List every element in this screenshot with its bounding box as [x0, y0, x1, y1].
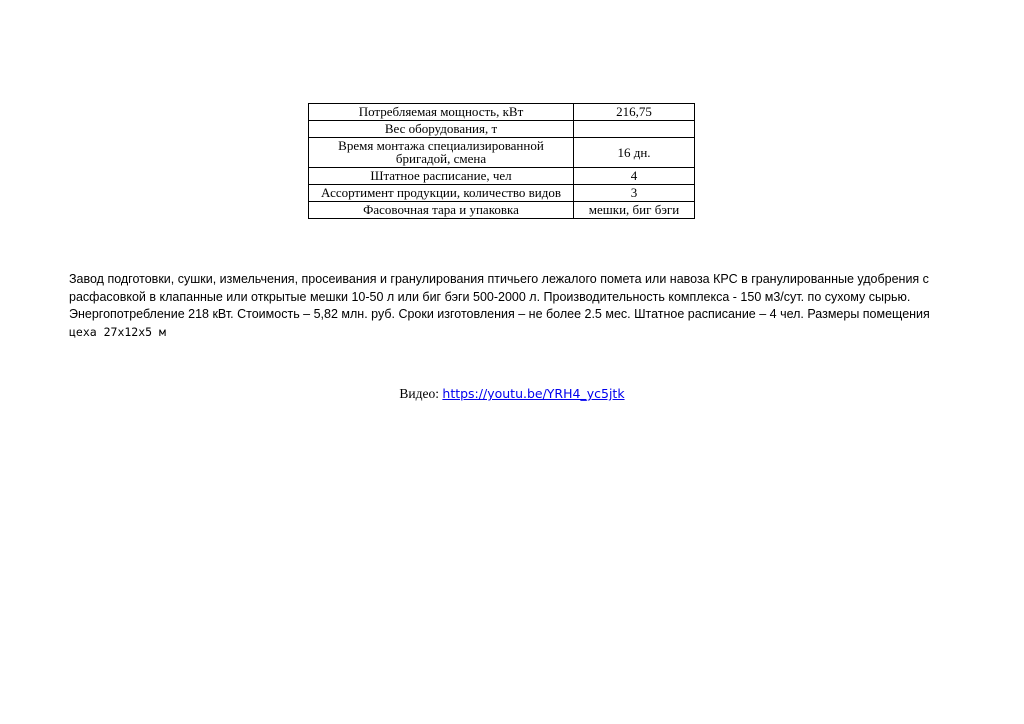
video-link[interactable]: https://youtu.be/YRH4_yc5jtk — [442, 386, 625, 401]
table-row — [309, 185, 695, 202]
description-paragraph — [69, 271, 961, 341]
table-row — [309, 202, 695, 219]
video-label: Видео: — [399, 386, 443, 401]
table-cell-value: 16 дн. — [574, 138, 695, 168]
table-row — [309, 168, 695, 185]
description-room-size: цеха 27х12х5 м — [69, 324, 166, 339]
table-cell-value: мешки, биг бэги — [574, 202, 695, 219]
table-cell-parameter: Время монтажа специализированной бригадой, смена — [309, 138, 574, 168]
table-cell-parameter: Фасовочная тара и упаковка — [309, 202, 574, 219]
table-cell-parameter: Потребляемая мощность, кВт — [309, 104, 574, 121]
video-line — [0, 386, 1024, 402]
table-cell-value: 4 — [574, 168, 695, 185]
table-cell-parameter: Вес оборудования, т — [309, 121, 574, 138]
table-cell-value: 216,75 — [574, 104, 695, 121]
table-cell-parameter: Штатное расписание, чел — [309, 168, 574, 185]
table-cell-value: 3 — [574, 185, 695, 202]
table-row — [309, 138, 695, 168]
specifications-table — [308, 103, 695, 219]
description-text: Завод подготовки, сушки, измельчения, просеивания и гранулирования птичьего лежалого помета или навоза КРС в гранулированные удобрения с расфасовкой в клапанные или открытые мешки 10-50 л или биг бэги 500-2000 л. Производительность комплекса - 150 м3/сут. по сухому сырью. Энергопотребление 218 кВт. Стоимость – 5,82 млн. руб. Сроки изготовления – не более 2.5 мес. Штатное расписание – 4 чел. Размеры помещения — [69, 272, 930, 321]
table-row — [309, 121, 695, 138]
table-cell-value — [574, 121, 695, 138]
table-row — [309, 104, 695, 121]
table-cell-parameter: Ассортимент продукции, количество видов — [309, 185, 574, 202]
